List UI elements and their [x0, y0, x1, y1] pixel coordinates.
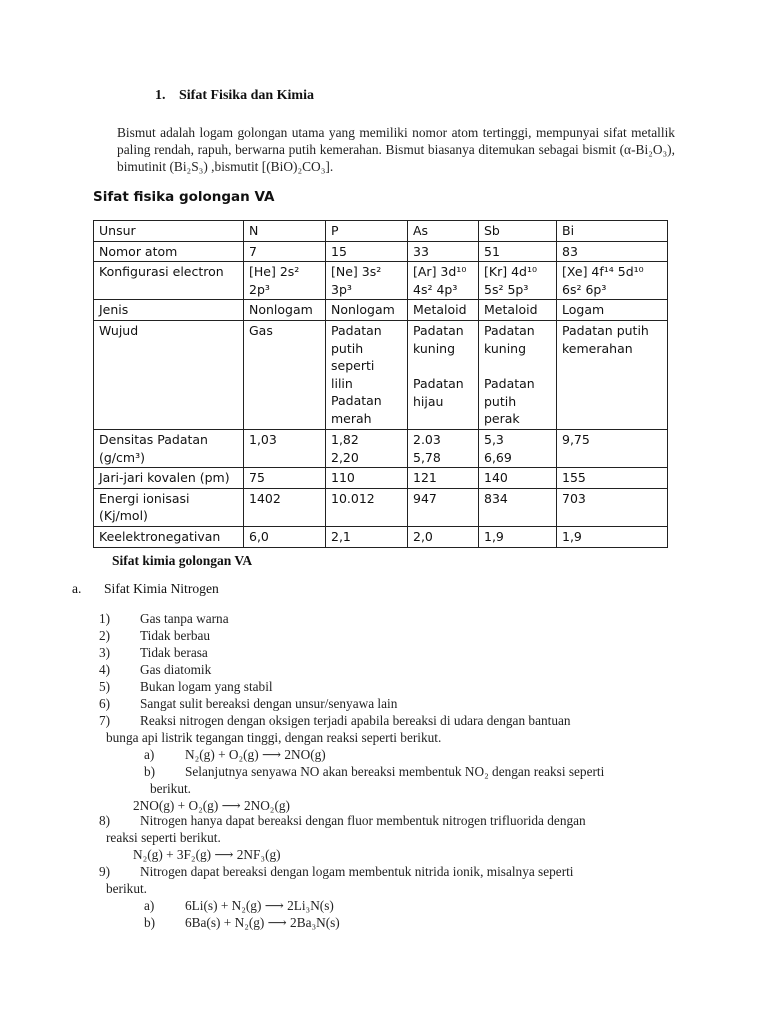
- cell-line: 2,1: [331, 528, 351, 544]
- table-cell: [557, 488, 668, 526]
- cell-line: 947: [413, 490, 437, 506]
- cell-line: 3p³: [331, 281, 352, 297]
- row-label: (Kj/mol): [99, 508, 148, 524]
- cell-line: 1,9: [562, 528, 582, 544]
- table-cell: [244, 300, 326, 321]
- row-label-cell: [94, 262, 244, 300]
- list-item-continuation: berikut.: [106, 881, 147, 896]
- cell-line: 7: [249, 243, 257, 259]
- cell-line: 83: [562, 243, 578, 259]
- cell-line: [Ne] 3s²: [331, 264, 382, 280]
- cell-line: 10.012: [331, 490, 375, 506]
- table-cell: [326, 488, 408, 526]
- table-row: [94, 262, 668, 300]
- cell-line: Metaloid: [484, 302, 538, 318]
- table-cell: [244, 526, 326, 547]
- cell-line: Padatan: [484, 376, 535, 392]
- table-cell: [557, 526, 668, 547]
- table-cell: [408, 526, 479, 547]
- row-label-cell: [94, 300, 244, 321]
- cell-line: 2p³: [249, 281, 270, 297]
- table-cell: [557, 300, 668, 321]
- cell-line: 2,20: [331, 449, 359, 465]
- table-cell: [479, 241, 557, 262]
- table-header-cell: Sb: [479, 221, 557, 242]
- table-cell: [557, 262, 668, 300]
- table-cell: [326, 300, 408, 321]
- table-row: [94, 300, 668, 321]
- row-label-cell: [94, 429, 244, 467]
- cell-line: 5,78: [413, 449, 441, 465]
- table-header-row: [94, 221, 668, 242]
- reaction-item-continuation: berikut.: [150, 781, 191, 796]
- cell-line: 703: [562, 490, 586, 506]
- cell-line: hijau: [413, 393, 444, 409]
- cell-line: putih: [331, 340, 364, 356]
- cell-line: [Kr] 4d¹⁰: [484, 264, 537, 280]
- cell-line: 15: [331, 243, 347, 259]
- row-label-cell: [94, 488, 244, 526]
- table-cell: [326, 526, 408, 547]
- cell-line: 155: [562, 470, 586, 486]
- cell-line: 6,0: [249, 528, 269, 544]
- table-header-cell: As: [408, 221, 479, 242]
- cell-line: kuning: [484, 340, 527, 356]
- cell-line: Padatan: [413, 322, 464, 338]
- table-cell: [326, 262, 408, 300]
- table-row: [94, 488, 668, 526]
- cell-line: 6s² 6p³: [562, 281, 607, 297]
- cell-line: kuning: [413, 340, 456, 356]
- cell-line: kemerahan: [562, 340, 633, 356]
- cell-line: Logam: [562, 302, 605, 318]
- list-item: 4) Gas diatomik: [99, 662, 212, 677]
- row-label: Keelektronegativan: [99, 528, 221, 544]
- table-cell: [408, 300, 479, 321]
- physical-properties-title: Sifat fisika golongan VA: [93, 189, 275, 205]
- table-cell: [479, 320, 557, 429]
- cell-line: 5,3: [484, 431, 504, 447]
- row-label-cell: [94, 241, 244, 262]
- cell-line: Nonlogam: [249, 302, 313, 318]
- reaction-item: a) N₂(g) + O₂(g) ⟶ 2NO(g): [144, 747, 326, 762]
- heading-number: 1.: [155, 88, 166, 103]
- table-cell: [244, 262, 326, 300]
- table-cell: [244, 468, 326, 489]
- table-cell: [479, 262, 557, 300]
- table-cell: [326, 320, 408, 429]
- row-label-cell: [94, 468, 244, 489]
- heading-text: Sifat Fisika dan Kimia: [179, 88, 314, 103]
- table-cell: [479, 488, 557, 526]
- cell-line: Padatan: [484, 322, 535, 338]
- row-label: Nomor atom: [99, 243, 178, 259]
- cell-line: [Ar] 3d¹⁰: [413, 264, 467, 280]
- row-label: Densitas Padatan: [99, 431, 208, 447]
- cell-line: Gas: [249, 322, 273, 338]
- table-header-cell: N: [244, 221, 326, 242]
- table-cell: [408, 488, 479, 526]
- table-row: [94, 526, 668, 547]
- table-cell: [557, 320, 668, 429]
- table-cell: [557, 241, 668, 262]
- table-cell: [408, 429, 479, 467]
- row-label: Konfigurasi electron: [99, 264, 224, 280]
- cell-line: 51: [484, 243, 500, 259]
- list-item: 5) Bukan logam yang stabil: [99, 679, 273, 694]
- chemical-properties-title: Sifat kimia golongan VA: [112, 553, 253, 568]
- list-item: 8) Nitrogen hanya dapat bereaksi dengan fluor membentuk nitrogen trifluorida dengan: [99, 813, 586, 828]
- reaction-equation: 2NO(g) + O₂(g) ⟶ 2NO₂(g): [133, 798, 290, 813]
- table-cell: [479, 429, 557, 467]
- reaction-item: b) Selanjutnya senyawa NO akan bereaksi membentuk NO₂ dengan reaksi seperti: [144, 764, 605, 779]
- intro-paragraph: Bismut adalah logam golongan utama yang memiliki nomor atom tertinggi, mempunyai sifat metallik paling rendah, rapuh, berwarna putih kemerahan. Bismut biasanya ditemukan sebagai bismit (α-Bi₂O₃), bimutinit (Bi₂S₃) ,bismutit [(BiO)₂CO₃].: [117, 125, 675, 174]
- cell-line: 5s² 5p³: [484, 281, 529, 297]
- reaction-item: b) 6Ba(s) + N₂(g) ⟶ 2Ba₃N(s): [144, 915, 340, 930]
- cell-line: Nonlogam: [331, 302, 395, 318]
- cell-line: lilin: [331, 375, 353, 391]
- row-label: Wujud: [99, 322, 139, 338]
- row-label-cell: [94, 320, 244, 429]
- table-cell: [479, 526, 557, 547]
- table-cell: [244, 429, 326, 467]
- cell-line: 1,9: [484, 528, 504, 544]
- list-item: 7) Reaksi nitrogen dengan oksigen terjadi apabila bereaksi di udara dengan bantuan: [99, 713, 571, 728]
- section-a-heading: [72, 581, 219, 597]
- list-item-continuation: reaksi seperti berikut.: [106, 830, 221, 845]
- table-cell: [408, 468, 479, 489]
- cell-line: merah: [331, 410, 372, 426]
- table-row: [94, 468, 668, 489]
- cell-line: 1,03: [249, 431, 277, 447]
- table-row: [94, 429, 668, 467]
- list-item: 6) Sangat sulit bereaksi dengan unsur/senyawa lain: [99, 696, 398, 711]
- table-cell: [479, 468, 557, 489]
- cell-line: [484, 357, 551, 375]
- cell-line: 4s² 4p³: [413, 281, 458, 297]
- cell-line: putih: [484, 393, 517, 409]
- cell-line: [He] 2s²: [249, 264, 300, 280]
- table-cell: [326, 468, 408, 489]
- cell-line: perak: [484, 411, 520, 427]
- cell-line: 6,69: [484, 449, 512, 465]
- cell-line: 121: [413, 470, 437, 486]
- list-item: 2) Tidak berbau: [99, 628, 211, 643]
- table-cell: [408, 320, 479, 429]
- section-heading: [155, 88, 314, 104]
- row-label: Jari-jari kovalen (pm): [99, 470, 230, 486]
- cell-line: 2,0: [413, 528, 433, 544]
- list-item: 1) Gas tanpa warna: [99, 611, 229, 626]
- table-cell: [557, 468, 668, 489]
- table-cell: [408, 262, 479, 300]
- reaction-equation: N₂(g) + 3F₂(g) ⟶ 2NF₃(g): [133, 847, 281, 862]
- table-cell: [479, 300, 557, 321]
- cell-line: 75: [249, 470, 265, 486]
- cell-line: Padatan putih: [562, 322, 649, 338]
- cell-line: Padatan: [331, 393, 382, 409]
- cell-line: 2.03: [413, 431, 441, 447]
- row-label: (g/cm³): [99, 449, 145, 465]
- table-cell: [244, 241, 326, 262]
- table-cell: [557, 429, 668, 467]
- section-letter: a.: [72, 581, 82, 596]
- table-header-cell: Bi: [557, 221, 668, 242]
- table-cell: [244, 488, 326, 526]
- cell-line: Padatan: [413, 376, 464, 392]
- row-label: Energi ionisasi: [99, 490, 190, 506]
- table-row: [94, 241, 668, 262]
- properties-table: [93, 220, 668, 548]
- table-cell: [244, 320, 326, 429]
- cell-line: 1,82: [331, 431, 359, 447]
- list-item-continuation: bunga api listrik tegangan tinggi, dengan reaksi seperti berikut.: [106, 730, 442, 745]
- cell-line: [Xe] 4f¹⁴ 5d¹⁰: [562, 264, 644, 280]
- list-item: 9) Nitrogen dapat bereaksi dengan logam membentuk nitrida ionik, misalnya seperti: [99, 864, 574, 879]
- table-header-cell: P: [326, 221, 408, 242]
- table-row: [94, 320, 668, 429]
- table-cell: [326, 241, 408, 262]
- table-cell: [408, 241, 479, 262]
- cell-line: 9,75: [562, 431, 590, 447]
- cell-line: 33: [413, 243, 429, 259]
- cell-line: 1402: [249, 490, 281, 506]
- section-title: Sifat Kimia Nitrogen: [104, 581, 219, 596]
- cell-line: Padatan: [331, 322, 382, 338]
- row-label: Jenis: [99, 302, 129, 318]
- table-header-cell: Unsur: [94, 221, 244, 242]
- list-item: 3) Tidak berasa: [99, 645, 208, 660]
- cell-line: 110: [331, 470, 355, 486]
- reaction-item: a) 6Li(s) + N₂(g) ⟶ 2Li₃N(s): [144, 898, 334, 913]
- cell-line: seperti: [331, 358, 375, 374]
- table-cell: [326, 429, 408, 467]
- cell-line: 140: [484, 470, 508, 486]
- cell-line: [413, 357, 473, 375]
- row-label-cell: [94, 526, 244, 547]
- cell-line: 834: [484, 490, 508, 506]
- cell-line: Metaloid: [413, 302, 467, 318]
